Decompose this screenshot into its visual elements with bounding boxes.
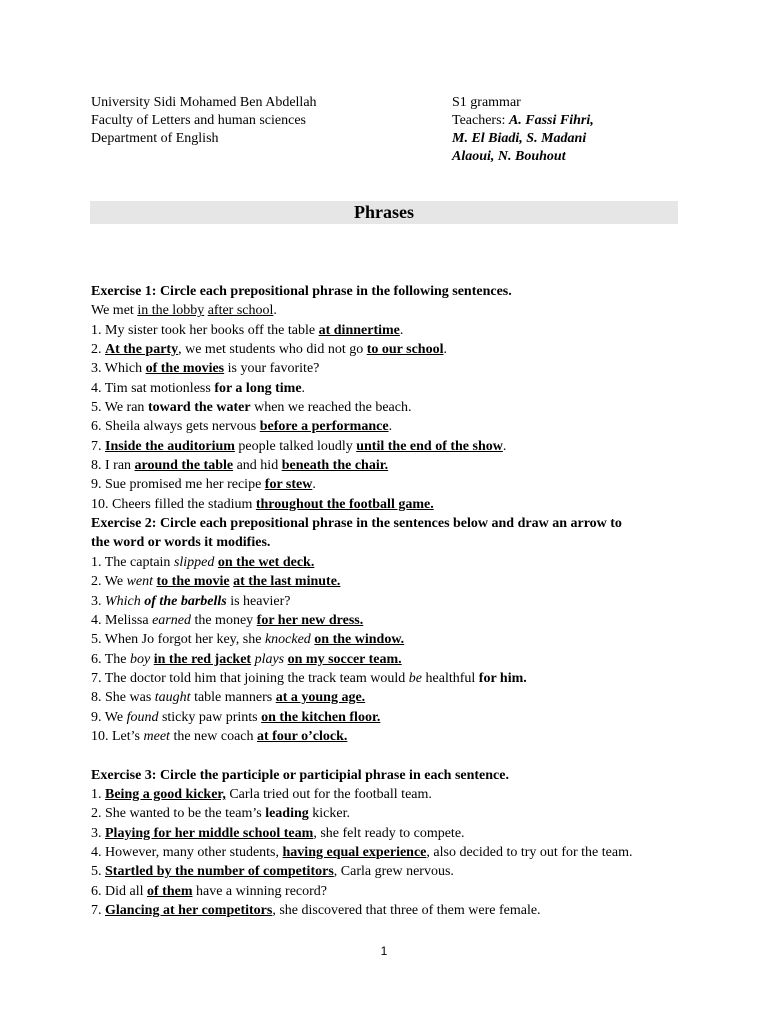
exercise-1-example: [91, 301, 691, 320]
text-segment: 10. Let’s: [91, 728, 144, 744]
exercise-1-item-2: [91, 340, 691, 359]
teachers-line-3: Alaoui, N. Bouhout: [452, 149, 566, 164]
exercise-1-item-10: [91, 495, 691, 514]
text-segment: 9. Sue promised me her recipe: [91, 477, 265, 493]
text-segment: .: [399, 322, 404, 338]
text-segment: , she discovered that three of them were female.: [272, 903, 541, 918]
modified-word: went: [126, 574, 154, 590]
answer-phrase: of them: [147, 883, 193, 899]
underlined-phrase: in the lobby: [137, 303, 205, 319]
text-segment: people talked loudly: [234, 438, 357, 454]
text-segment: 5. We ran: [91, 400, 148, 416]
exercise-2-item-6: [91, 650, 691, 669]
answer-phrase: in the red jacket: [153, 651, 252, 667]
page-title: Phrases: [90, 201, 678, 224]
exercise-1-item-8: [91, 456, 691, 475]
exercises-body: [91, 282, 691, 920]
answer-phrase: on the wet deck.: [217, 554, 315, 570]
modified-word: meet: [143, 728, 170, 744]
text-segment: 2. We: [91, 574, 127, 590]
teachers-names-1: A. Fassi Fihri,: [508, 113, 594, 128]
text-segment: 7. The doctor told him that joining the track team would: [91, 670, 409, 686]
answer-phrase: beneath the chair.: [281, 458, 389, 474]
answer-phrase: at the last minute.: [233, 574, 341, 590]
text-segment: 9. We: [91, 709, 127, 725]
exercise-2-item-8: [91, 688, 691, 707]
text-segment: .: [273, 303, 277, 319]
exercise-3-item-4: [91, 843, 691, 862]
answer-phrase: of the barbells: [144, 593, 227, 609]
page-number: 1: [380, 944, 388, 958]
exercise-1-item-3: [91, 359, 691, 378]
teachers-label: Teachers:: [452, 113, 509, 128]
exercise-1-item-7: [91, 437, 691, 456]
exercise-2-heading-line-2: the word or words it modifies.: [91, 535, 271, 551]
modified-word: earned: [152, 612, 191, 628]
text-segment: 8. I ran: [91, 458, 135, 474]
answer-phrase: at a young age.: [275, 690, 366, 706]
text-segment: .: [443, 342, 447, 358]
text-segment: is heavier?: [226, 593, 291, 609]
answer-phrase: Being a good kicker,: [105, 786, 226, 802]
exercise-3-item-7: [91, 901, 691, 920]
text-segment: .: [312, 477, 316, 493]
text-segment: the money: [190, 612, 257, 628]
answer-phrase: Glancing at her competitors: [105, 903, 273, 918]
answer-phrase: throughout the football game.: [255, 496, 434, 512]
text-segment: the new coach: [169, 728, 258, 744]
text-segment: 4. Melissa: [91, 612, 153, 628]
text-segment: .: [502, 438, 507, 454]
header-left: [91, 94, 317, 148]
exercise-2-item-10: [91, 727, 691, 746]
exercise-1-item-5: [91, 398, 691, 417]
teachers-line-2: M. El Biadi, S. Madani: [452, 131, 587, 146]
answer-phrase: at four o’clock.: [257, 728, 348, 744]
exercise-3-item-6: [91, 882, 691, 901]
answer-phrase: At the party: [105, 342, 179, 358]
faculty-name: Faculty of Letters and human sciences: [91, 113, 306, 128]
modified-word: taught: [154, 690, 191, 706]
modified-word: knocked: [264, 632, 311, 648]
answer-phrase: before a performance: [259, 419, 389, 435]
text-segment: and hid: [233, 458, 282, 474]
answer-phrase: on the kitchen floor.: [261, 709, 381, 725]
answer-phrase: Startled by the number of competitors: [105, 864, 334, 880]
modified-word: Which: [105, 593, 141, 609]
modified-word: slipped: [173, 554, 215, 570]
answer-phrase: for her new dress.: [256, 612, 364, 628]
header-right: [452, 94, 594, 166]
answer-phrase: at dinnertime: [318, 322, 400, 338]
text-segment: 6. Did all: [91, 883, 147, 899]
text-segment: 4. However, many other students,: [91, 844, 283, 860]
exercise-1-item-4: [91, 379, 691, 398]
exercise-2-item-1: [91, 553, 691, 572]
exercise-3-item-2: [91, 804, 691, 823]
text-segment: 3. Which: [91, 361, 146, 377]
text-segment: healthful: [422, 670, 479, 686]
answer-phrase: to the movie: [156, 574, 230, 590]
text-segment: 6. Sheila always gets nervous: [91, 419, 260, 435]
exercise-2-heading-line-1: Exercise 2: Circle each prepositional phrase in the sentences below and draw an arrow to: [91, 516, 622, 532]
exercise-3-item-5: [91, 862, 691, 881]
exercise-1-item-1: [91, 321, 691, 340]
text-segment: 1. My sister took her books off the table: [91, 322, 319, 338]
text-segment: 6. The: [91, 651, 131, 667]
text-segment: 1.: [91, 786, 105, 802]
text-segment: is your favorite?: [224, 361, 320, 377]
text-segment: 7.: [91, 438, 105, 454]
blank-line: [91, 746, 691, 765]
exercise-1-item-6: [91, 417, 691, 436]
exercise-2-item-3: [91, 592, 691, 611]
teachers-line-1: [452, 112, 594, 130]
exercise-3-item-3: [91, 824, 691, 843]
text-segment: 7.: [91, 903, 105, 918]
text-segment: 4. Tim sat motionless: [91, 380, 215, 396]
university-name: University Sidi Mohamed Ben Abdellah: [91, 95, 317, 110]
course-name: S1 grammar: [452, 95, 521, 110]
exercise-2-item-5: [91, 630, 691, 649]
modified-word: found: [126, 709, 159, 725]
exercise-1-item-9: [91, 475, 691, 494]
answer-phrase: until the end of the show: [356, 438, 503, 454]
exercise-3-item-1: [91, 785, 691, 804]
text-segment: We met: [91, 303, 138, 319]
answer-phrase: around the table: [134, 458, 234, 474]
modified-word: be: [408, 670, 423, 686]
modified-word: boy: [130, 651, 151, 667]
answer-phrase: to our school: [366, 342, 444, 358]
text-segment: 10. Cheers filled the stadium: [91, 496, 256, 512]
text-segment: .: [388, 419, 393, 435]
answer-phrase: toward the water: [147, 400, 251, 416]
text-segment: 5.: [91, 864, 105, 880]
answer-phrase: for a long time: [214, 380, 302, 396]
text-segment: when we reached the beach.: [250, 400, 412, 416]
text-segment: 5. When Jo forgot her key, she: [91, 632, 265, 648]
exercise-2-item-7: [91, 669, 691, 688]
answer-phrase: for him.: [478, 670, 527, 686]
department-name: Department of English: [91, 131, 219, 146]
text-segment: 2. She wanted to be the team’s: [91, 806, 266, 822]
exercise-2-item-4: [91, 611, 691, 630]
answer-phrase: of the movies: [145, 361, 225, 377]
exercise-2-item-2: [91, 572, 691, 591]
text-segment: , also decided to try out for the team.: [426, 844, 633, 860]
answer-phrase: Inside the auditorium: [105, 438, 235, 454]
text-segment: , she felt ready to compete.: [313, 825, 465, 841]
underlined-phrase: after school: [207, 303, 274, 319]
text-segment: 2.: [91, 342, 105, 358]
text-segment: kicker.: [308, 806, 350, 822]
text-segment: , we met students who did not go: [178, 342, 367, 358]
answer-phrase: on the window.: [314, 632, 405, 648]
text-segment: 3.: [91, 593, 105, 609]
exercise-2-item-9: [91, 708, 691, 727]
answer-phrase: for stew: [264, 477, 313, 493]
exercise-3-heading: Exercise 3: Circle the participle or participial phrase in each sentence.: [91, 767, 509, 783]
answer-phrase: leading: [265, 806, 309, 822]
text-segment: Carla tried out for the football team.: [225, 786, 432, 802]
answer-phrase: having equal experience: [282, 844, 427, 860]
text-segment: .: [301, 380, 306, 396]
text-segment: 1. The captain: [91, 554, 174, 570]
text-segment: 3.: [91, 825, 105, 841]
text-segment: have a winning record?: [192, 883, 327, 899]
text-segment: sticky paw prints: [158, 709, 262, 725]
exercise-1-heading: Exercise 1: Circle each prepositional phrase in the following sentences.: [91, 284, 512, 299]
modified-word: plays: [254, 651, 285, 667]
answer-phrase: Playing for her middle school team: [105, 825, 314, 841]
text-segment: , Carla grew nervous.: [333, 864, 454, 880]
answer-phrase: on my soccer team.: [287, 651, 402, 667]
text-segment: 8. She was: [91, 690, 155, 706]
text-segment: table manners: [190, 690, 276, 706]
